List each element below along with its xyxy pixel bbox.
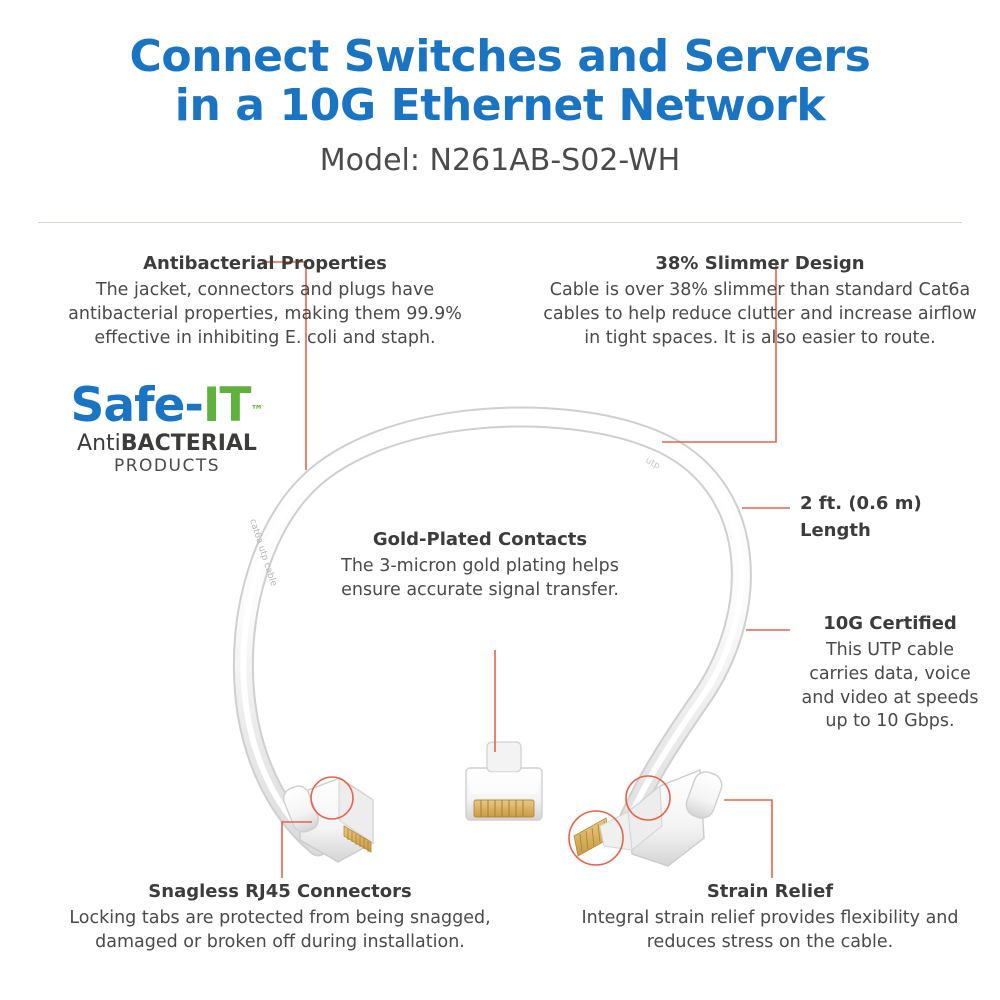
- ethernet-cable: [243, 417, 741, 846]
- svg-text:utp: utp: [643, 455, 662, 472]
- logo-line-3: PRODUCTS: [113, 456, 221, 476]
- callout-body: The 3-micron gold plating helps ensure accurate signal transfer.: [341, 556, 619, 600]
- logo-line-2: [62, 433, 272, 455]
- rj45-connector-center: [466, 742, 542, 820]
- cable-print-text: cat6a utp cable: [247, 517, 279, 588]
- logo-trademark: ™: [250, 403, 264, 419]
- callout-title: 10G Certified: [823, 613, 957, 634]
- callout-title: 38% Slimmer Design: [655, 253, 865, 274]
- callout-gold-plated-contacts: [330, 528, 630, 603]
- callout-body: This UTP cable carries data, voice and video at speeds up to 10 Gbps.: [801, 640, 979, 732]
- header-divider: [38, 222, 962, 223]
- callout-strain-relief: [560, 880, 980, 955]
- callout-10g-certified: [800, 612, 980, 734]
- logo-brand: [70, 378, 251, 433]
- callout-title: 2 ft. (0.6 m): [800, 493, 922, 514]
- model-number: Model: N261AB-S02-WH: [319, 142, 681, 178]
- safe-it-logo: [62, 378, 272, 476]
- logo-bacterial: BACTERIAL: [120, 431, 257, 456]
- callout-body: The jacket, connectors and plugs have antibacterial properties, making them 99.9% effective in inhibiting E. coli and staph.: [68, 280, 462, 348]
- callout-length: [800, 492, 975, 547]
- callout-title: Strain Relief: [706, 881, 834, 902]
- callout-title: Gold-Plated Contacts: [372, 529, 588, 550]
- logo-anti: Anti: [77, 431, 121, 456]
- title-line-1: Connect Switches and Servers: [129, 31, 871, 82]
- callout-title: Snagless RJ45 Connectors: [148, 881, 412, 902]
- callout-subtitle: Length: [800, 520, 871, 542]
- logo-brand-safe: Safe-: [70, 378, 203, 433]
- page-title: [0, 0, 1000, 131]
- rj45-connector-left: [280, 777, 373, 862]
- callout-slimmer-design: [540, 252, 980, 350]
- callout-snagless-rj45-connectors: [30, 880, 530, 955]
- title-line-2: in a 10G Ethernet Network: [174, 80, 826, 132]
- header: [0, 0, 1000, 178]
- callout-body: Cable is over 38% slimmer than standard Cat6a cables to help reduce clutter and increase airflow in tight spaces. It is also easier to route.: [543, 280, 977, 348]
- callout-body: Integral strain relief provides flexibility and reduces stress on the cable.: [581, 908, 959, 952]
- rj45-connector-right: [569, 769, 725, 866]
- callout-title: Antibacterial Properties: [143, 253, 387, 274]
- logo-brand-it: IT: [202, 378, 251, 433]
- callout-antibacterial-properties: [40, 252, 490, 350]
- callout-body: Locking tabs are protected from being snagged, damaged or broken off during installation.: [69, 908, 491, 952]
